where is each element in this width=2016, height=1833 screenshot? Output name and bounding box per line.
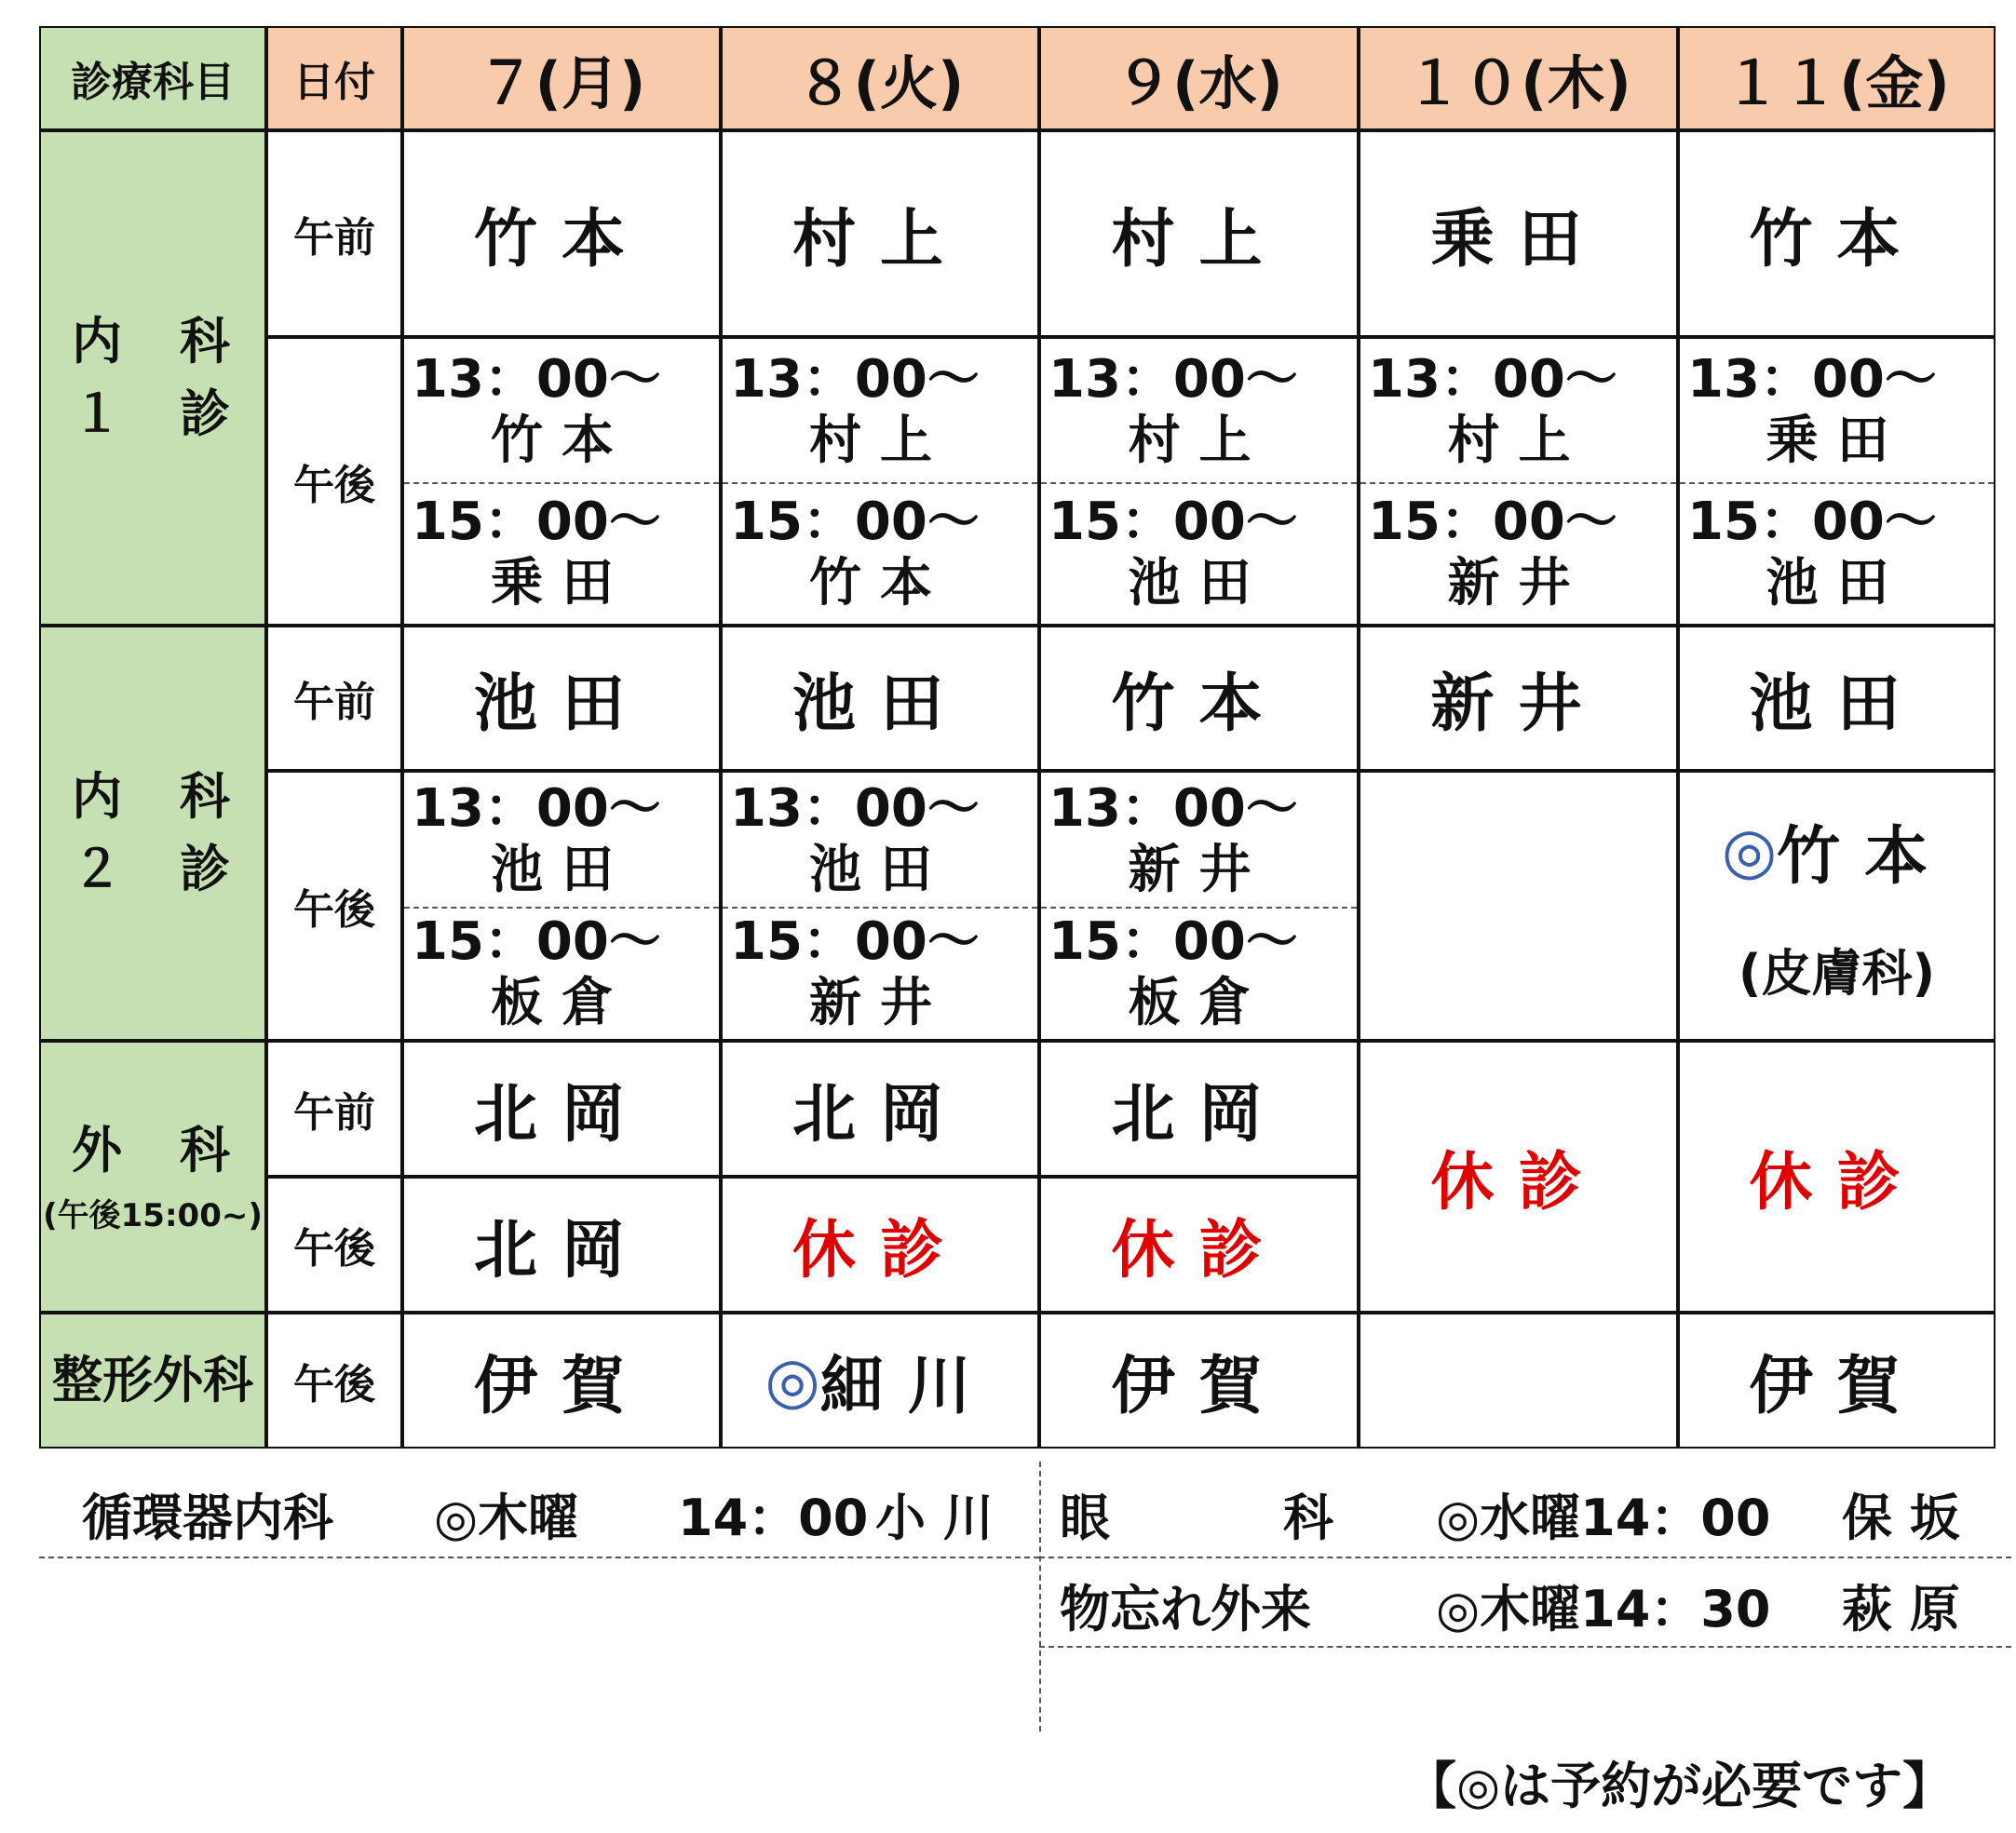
- ganka-doctor: 保 坂: [1842, 1489, 1960, 1547]
- dept-label-naika1: [39, 130, 266, 626]
- session-label-geka-am: 午前: [266, 1041, 402, 1177]
- seikei-pm-day-4: [1359, 1313, 1678, 1449]
- session-label-naika2-am: 午前: [266, 626, 402, 771]
- session-label-geka-pm: 午後: [266, 1177, 402, 1313]
- reservation-note: 【◎は予約が必要です】: [1406, 1757, 1954, 1815]
- ganka-day: ◎水曜14：00: [1436, 1489, 1771, 1547]
- slot-doctor: 村上: [1447, 411, 1590, 471]
- seikei-doctor-name: 伊賀: [1111, 1349, 1287, 1423]
- naika2-pm-first-slot: [723, 773, 1037, 909]
- seikei-pm-day-5: [1678, 1313, 1996, 1449]
- reservation-mark-icon: ◎: [1721, 815, 1778, 888]
- dept-geka-line-1: (午後15:00~): [43, 1196, 263, 1234]
- seikei-pm-day-1: [402, 1313, 721, 1449]
- slot-time: 15：00〜: [730, 911, 980, 972]
- slot-doctor: 新井: [1447, 553, 1590, 613]
- slot-doctor: 新井: [809, 973, 951, 1033]
- naika1-am-day-1: 竹本: [402, 130, 721, 337]
- geka-pm-day-1: 北岡: [402, 1177, 721, 1313]
- slot-time: 15：00〜: [1049, 911, 1298, 972]
- slot-doctor: 乗田: [1766, 411, 1908, 471]
- slot-time: 13：00〜: [1049, 349, 1298, 410]
- footer-row1-divider-left: [39, 1557, 1039, 1558]
- slot-time: 13：00〜: [412, 349, 661, 410]
- slot-time: 15：00〜: [412, 911, 661, 972]
- monowasure-day: ◎木曜14：30: [1436, 1580, 1771, 1638]
- footer-divider-vertical: [1039, 1462, 1041, 1732]
- naika1-am-day-4: 乗田: [1359, 130, 1678, 337]
- junkanki-day: ◎木曜: [434, 1489, 579, 1547]
- naika1-pm-first-slot: [404, 339, 719, 484]
- dept-label-geka: [39, 1041, 266, 1313]
- slot-doctor: 新井: [1128, 840, 1270, 900]
- slot-time: 13：00〜: [730, 349, 980, 410]
- session-label-naika1-am: 午前: [266, 130, 402, 337]
- header-day-3: ９(水): [1039, 26, 1359, 130]
- naika1-pm-second-slot: [723, 482, 1037, 624]
- slot-time: 15：00〜: [412, 492, 661, 552]
- naika1-pm-day-2: [721, 337, 1039, 626]
- slot-doctor: 竹本: [809, 553, 951, 613]
- slot-doctor: 板倉: [491, 973, 632, 1033]
- seikei-doctor-name: 細川: [819, 1349, 995, 1423]
- naika1-pm-day-1: [402, 337, 721, 626]
- naika1-am-day-3: 村上: [1039, 130, 1359, 337]
- dept-naika1-line-1: １ 診: [72, 384, 234, 443]
- naika2-pm-first-slot: [404, 773, 719, 909]
- naika1-pm-first-slot: [723, 339, 1037, 484]
- slot-doctor: 池田: [809, 840, 951, 900]
- dept-label-naika2: [39, 626, 266, 1041]
- geka-am-day-3: 北岡: [1039, 1041, 1359, 1177]
- naika2-am-day-3: 竹本: [1039, 626, 1359, 771]
- slot-doctor: 乗田: [491, 553, 632, 613]
- seikei-doctor-name: 伊賀: [1749, 1349, 1925, 1423]
- footer-row2-divider-right: [1039, 1646, 2011, 1648]
- header-dept-label: 診療科目: [39, 26, 266, 130]
- naika1-pm-second-slot: [1041, 482, 1357, 624]
- geka-am-day-2: 北岡: [721, 1041, 1039, 1177]
- ganka-dept-1: 眼: [1060, 1489, 1110, 1547]
- naika1-am-day-5: 竹本: [1678, 130, 1996, 337]
- dept-geka-line-0: 外 科: [72, 1121, 234, 1180]
- header-day-1: ７(月): [402, 26, 721, 130]
- naika2-pm-day-1: [402, 771, 721, 1041]
- dept-seikei-line-0: 整形外科: [52, 1350, 253, 1409]
- seikei-doctor-name: 伊賀: [473, 1349, 649, 1423]
- dept-label-seikei: [39, 1313, 266, 1449]
- slot-time: 15：00〜: [1368, 492, 1617, 552]
- naika1-pm-day-4: [1359, 337, 1678, 626]
- slot-time: 13：00〜: [1368, 349, 1617, 410]
- naika2-pm-day-2: [721, 771, 1039, 1041]
- reservation-mark-icon: ◎: [764, 1343, 820, 1418]
- naika1-am-day-2: 村上: [721, 130, 1039, 337]
- geka-closed-day-4: 休診: [1359, 1041, 1678, 1313]
- naika1-pm-first-slot: [1680, 339, 1994, 484]
- slot-time: 13：00〜: [1049, 778, 1298, 839]
- naika2-am-day-5: 池田: [1678, 626, 1996, 771]
- naika2-am-day-1: 池田: [402, 626, 721, 771]
- monowasure-dept: 物忘れ外来: [1060, 1580, 1311, 1638]
- slot-doctor: 村上: [809, 411, 951, 471]
- header-day-2: ８(火): [721, 26, 1039, 130]
- header-date-label: 日付: [266, 26, 402, 130]
- naika2-pm-day-5: [1678, 771, 1996, 1041]
- naika2-pm-second-slot: [1041, 907, 1357, 1039]
- naika1-pm-first-slot: [1360, 339, 1676, 484]
- slot-time: 15：00〜: [1687, 492, 1937, 552]
- slot-time: 13：00〜: [412, 778, 661, 839]
- naika1-pm-second-slot: [404, 482, 719, 624]
- slot-doctor: 池田: [1128, 553, 1270, 613]
- slot-doctor: 池田: [1766, 553, 1908, 613]
- slot-doctor: 池田: [491, 840, 632, 900]
- dept-naika2-line-0: 内 科: [72, 766, 234, 826]
- dept-naika1-line-0: 内 科: [72, 311, 234, 371]
- footer-row1-divider-right: [1039, 1557, 2011, 1558]
- session-label-naika2-pm: 午後: [266, 771, 402, 1041]
- naika1-pm-day-3: [1039, 337, 1359, 626]
- ganka-dept-2: 科: [1283, 1489, 1333, 1547]
- naika2-pm-day-4: [1359, 771, 1678, 1041]
- naika2-pm-first-slot: [1041, 773, 1357, 909]
- slot-time: 15：00〜: [1049, 492, 1298, 552]
- naika2-am-day-2: 池田: [721, 626, 1039, 771]
- derm-doctor: [1722, 806, 1952, 896]
- slot-time: 13：00〜: [730, 778, 980, 839]
- dept-naika2-line-1: ２ 診: [72, 840, 234, 898]
- geka-pm-day-3: 休診: [1039, 1177, 1359, 1313]
- seikei-pm-day-3: [1039, 1313, 1359, 1449]
- monowasure-doctor: 萩 原: [1842, 1580, 1960, 1638]
- junkanki-time: 14：00: [678, 1489, 869, 1547]
- geka-pm-day-2: 休診: [721, 1177, 1039, 1313]
- geka-am-day-1: 北岡: [402, 1041, 721, 1177]
- junkanki-doctor: 小 川: [875, 1489, 994, 1547]
- naika1-pm-second-slot: [1360, 482, 1676, 624]
- naika2-pm-second-slot: [404, 907, 719, 1039]
- session-label-naika1-pm: 午後: [266, 337, 402, 626]
- naika2-pm-day-3: [1039, 771, 1359, 1041]
- session-label-seikei-pm: 午後: [266, 1313, 402, 1449]
- slot-time: 15：00〜: [730, 492, 980, 552]
- naika2-am-day-4: 新井: [1359, 626, 1678, 771]
- seikei-pm-day-2: [721, 1313, 1039, 1449]
- derm-note: (皮膚科): [1738, 944, 1936, 1003]
- naika2-pm-second-slot: [723, 907, 1037, 1039]
- junkanki-dept: 循環器内科: [82, 1489, 333, 1547]
- slot-doctor: 竹本: [491, 411, 632, 471]
- derm-doctor-name: 竹本: [1777, 820, 1953, 894]
- slot-doctor: 板倉: [1128, 973, 1270, 1033]
- header-day-4: １０(木): [1359, 26, 1678, 130]
- naika1-pm-first-slot: [1041, 339, 1357, 484]
- naika1-pm-day-5: [1678, 337, 1996, 626]
- geka-closed-day-5: 休診: [1678, 1041, 1996, 1313]
- slot-doctor: 村上: [1128, 411, 1270, 471]
- slot-time: 13：00〜: [1687, 349, 1937, 410]
- naika1-pm-second-slot: [1680, 482, 1994, 624]
- header-day-5: １１(金): [1678, 26, 1996, 130]
